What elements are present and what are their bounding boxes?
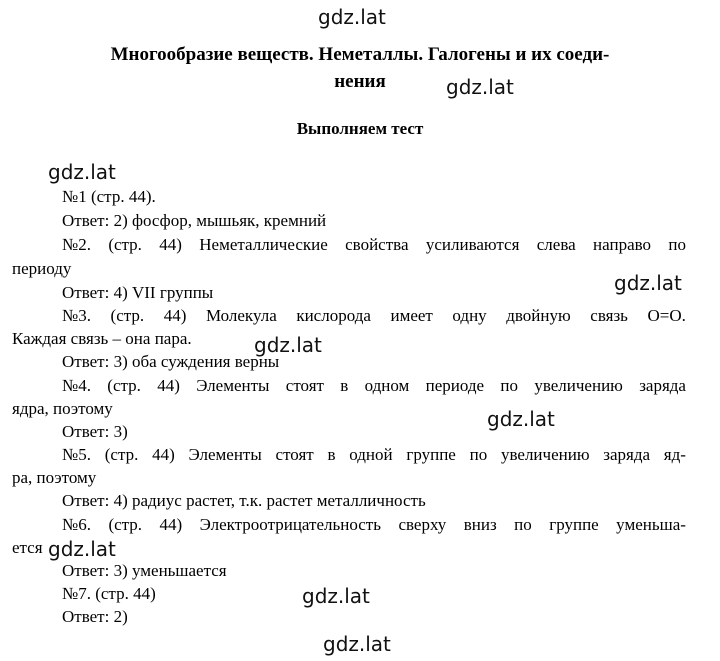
chapter-title-line2: нения: [334, 71, 386, 92]
answer-1: Ответ: 2) фосфор, мышьяк, кремний: [62, 211, 327, 230]
word: имеет: [390, 306, 433, 325]
word: по: [668, 235, 686, 254]
word: заряда: [603, 445, 651, 464]
watermark: gdz.lat: [302, 584, 370, 608]
word: Элементы: [188, 445, 262, 464]
word: Электроотрицательность: [199, 515, 381, 534]
word: вниз: [463, 515, 497, 534]
question-2-continuation: периоду: [12, 259, 72, 278]
word: №4.: [62, 376, 91, 395]
question-3-continuation: Каждая связь – она пара.: [12, 329, 192, 348]
word: №5.: [62, 445, 91, 464]
word: кислорода: [296, 306, 371, 325]
answer-3: Ответ: 3) оба суждения верны: [62, 352, 280, 371]
word: по: [469, 445, 488, 464]
word: периоде: [425, 376, 485, 395]
question-5-continuation: ра, поэтому: [12, 468, 97, 487]
question-2: [62, 236, 686, 253]
word: (стр.: [108, 235, 142, 254]
word: (стр.: [110, 306, 145, 325]
word: сверху: [398, 515, 447, 534]
word: №3.: [62, 306, 91, 325]
question-4-continuation: ядра, поэтому: [12, 399, 113, 418]
word: группе: [406, 445, 456, 464]
word: 44): [159, 515, 183, 534]
watermark: gdz.lat: [446, 75, 514, 99]
word: одну: [452, 306, 487, 325]
word: увеличению: [534, 376, 623, 395]
answer-2: Ответ: 4) VII группы: [62, 283, 214, 302]
word: 44): [159, 235, 182, 254]
question-4: [62, 377, 686, 394]
question-6: [62, 516, 686, 533]
word: (стр.: [107, 376, 141, 395]
question-1: №1 (стр. 44).: [62, 187, 156, 206]
word: О=О.: [647, 306, 686, 325]
word: усиливаются: [425, 235, 520, 254]
word: (стр.: [108, 515, 143, 534]
watermark: gdz.lat: [614, 271, 682, 295]
question-7: №7. (стр. 44): [62, 584, 156, 603]
word: (стр.: [104, 445, 139, 464]
word: одной: [349, 445, 393, 464]
chapter-title-line1: Многообразие веществ. Неметаллы. Галогены и их соеди-: [110, 44, 610, 65]
answer-6: Ответ: 3) уменьшается: [62, 561, 227, 580]
word: №2.: [62, 235, 91, 254]
word: двойную: [506, 306, 571, 325]
word: 44): [152, 445, 175, 464]
word: по: [500, 376, 519, 395]
watermark: gdz.lat: [254, 333, 322, 357]
word: яд-: [663, 445, 686, 464]
watermark: gdz.lat: [323, 632, 391, 656]
word: связь: [590, 306, 628, 325]
word: слева: [536, 235, 576, 254]
answer-5: Ответ: 4) радиус растет, т.к. растет металличность: [62, 491, 426, 510]
question-6-continuation: ется: [12, 538, 43, 557]
watermark: gdz.lat: [318, 5, 386, 29]
word: Неметаллические: [199, 235, 328, 254]
question-5: [62, 446, 686, 463]
word: 44): [157, 376, 180, 395]
word: 44): [163, 306, 187, 325]
word: №6.: [62, 515, 91, 534]
word: стоят: [285, 376, 324, 395]
question-3: [62, 307, 686, 324]
watermark: gdz.lat: [487, 407, 555, 431]
answer-4: Ответ: 3): [62, 422, 128, 441]
word: по: [514, 515, 532, 534]
word: свойства: [345, 235, 409, 254]
word: Элементы: [196, 376, 270, 395]
word: заряда: [639, 376, 686, 395]
word: в: [340, 376, 349, 395]
word: уменьша-: [616, 515, 686, 534]
watermark: gdz.lat: [48, 160, 116, 184]
word: Молекула: [205, 306, 277, 325]
word: увеличению: [500, 445, 590, 464]
word: группе: [549, 515, 599, 534]
answer-7: Ответ: 2): [62, 607, 128, 626]
word: направо: [593, 235, 652, 254]
section-title: Выполняем тест: [296, 119, 424, 138]
word: в: [327, 445, 336, 464]
word: стоят: [275, 445, 314, 464]
word: одном: [364, 376, 410, 395]
watermark: gdz.lat: [48, 537, 116, 561]
